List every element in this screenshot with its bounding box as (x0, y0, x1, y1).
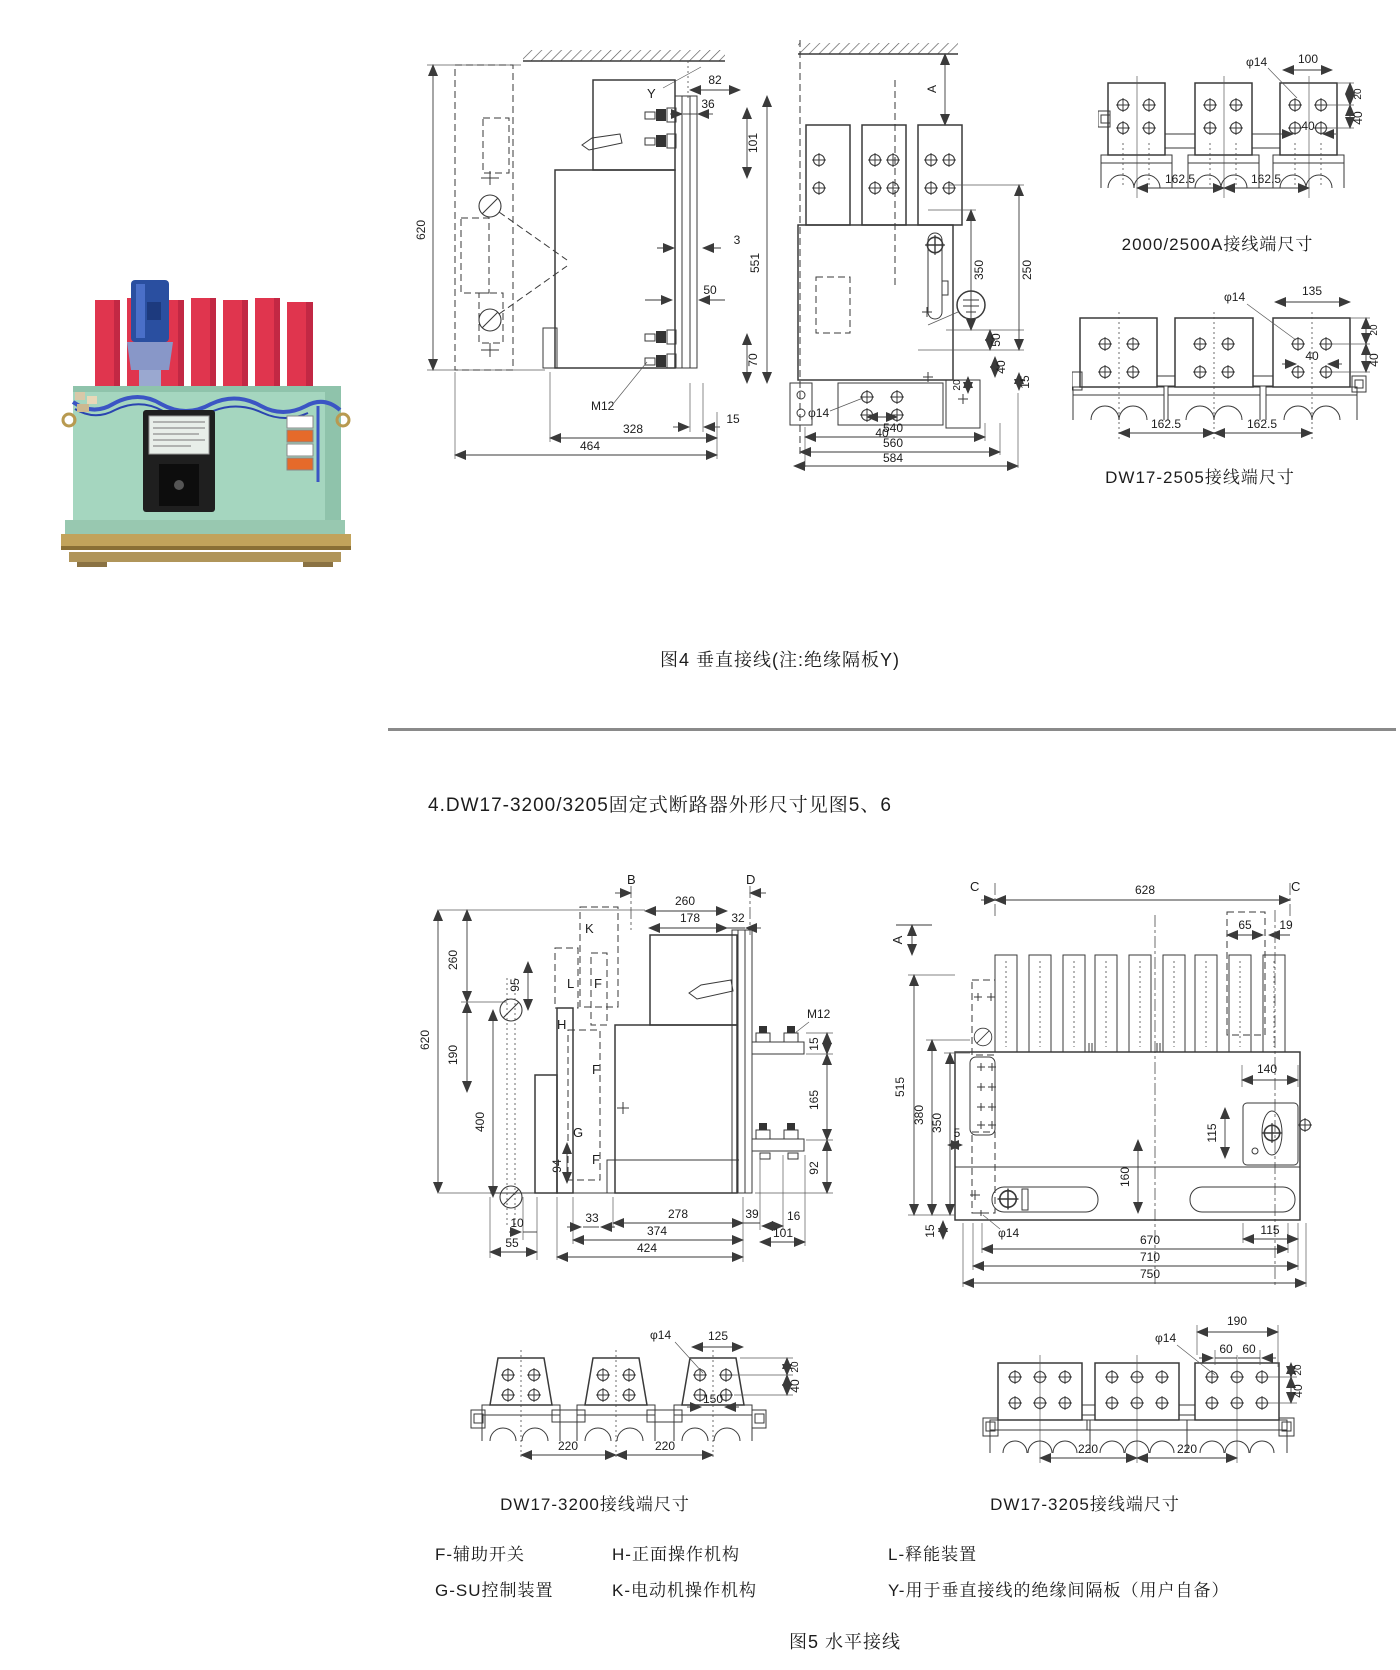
svg-text:G: G (573, 1125, 584, 1140)
fig4-front-view-drawing (778, 25, 1050, 475)
breaker-outline (543, 80, 697, 368)
terminal-3200-caption: DW17-3200接线端尺寸 (500, 1495, 690, 1514)
svg-text:20: 20 (1369, 324, 1380, 336)
fig4-side-view-drawing (395, 38, 780, 468)
svg-text:M12: M12 (807, 1007, 831, 1021)
legend-item-f: F-辅助开关 (435, 1545, 526, 1564)
svg-text:A: A (925, 84, 939, 94)
arc-chute-fins (995, 955, 1285, 1052)
svg-text:350: 350 (972, 259, 986, 281)
svg-text:15: 15 (726, 412, 740, 426)
svg-text:125: 125 (707, 1329, 729, 1343)
left-bracket (972, 980, 995, 1055)
svg-text:628: 628 (1134, 883, 1156, 897)
right-dims (755, 1007, 833, 1193)
svg-text:178: 178 (679, 911, 701, 925)
dim-A (925, 54, 945, 125)
svg-text:B: B (627, 872, 636, 887)
insulation-plate-label: Y (647, 86, 656, 101)
terminal-3205-drawing (905, 1255, 1305, 1470)
svg-text:M12: M12 (591, 399, 615, 413)
svg-text:260: 260 (674, 894, 696, 908)
svg-text:82: 82 (708, 73, 722, 87)
section-heading: 4.DW17-3200/3205固定式断路器外形尺寸见图5、6 (428, 795, 892, 816)
svg-text:15: 15 (923, 1224, 937, 1238)
svg-text:140: 140 (1256, 1062, 1278, 1076)
svg-text:220: 220 (1176, 1442, 1198, 1456)
svg-text:101: 101 (746, 132, 760, 154)
dashed-mechanisms (555, 907, 629, 1180)
top-dims (645, 894, 761, 928)
svg-text:162.5: 162.5 (1164, 172, 1196, 186)
base-slots (978, 1187, 1295, 1216)
svg-text:C: C (970, 879, 980, 894)
mounting-holes (500, 978, 522, 1228)
terminal-3200-drawing (435, 1255, 835, 1470)
svg-text:A: A (890, 935, 905, 945)
svg-text:20: 20 (1293, 1364, 1304, 1376)
legend-item-g: G-SU控制装置 (435, 1581, 554, 1600)
svg-text:165: 165 (807, 1089, 821, 1111)
svg-text:K: K (585, 921, 594, 936)
svg-text:50: 50 (989, 333, 1003, 347)
svg-text:620: 620 (418, 1029, 432, 1051)
left-dims (893, 975, 970, 1239)
svg-text:55: 55 (505, 1236, 519, 1250)
product-photo (55, 268, 355, 568)
svg-text:φ14: φ14 (650, 1328, 672, 1342)
svg-text:D: D (746, 872, 756, 887)
svg-text:710: 710 (1139, 1250, 1161, 1264)
terminal-dims (521, 1328, 802, 1455)
dim-65-19 (1227, 912, 1293, 1035)
terminal-skirts (482, 1405, 752, 1441)
svg-text:162.5: 162.5 (1150, 417, 1182, 431)
svg-text:φ14: φ14 (1246, 55, 1268, 69)
svg-text:115: 115 (1260, 1223, 1280, 1237)
svg-text:33: 33 (585, 1211, 599, 1225)
terminal-skirts (1073, 387, 1357, 420)
terminal-dims (1137, 52, 1365, 188)
dims-bottom (794, 393, 1018, 468)
dim-A (890, 925, 932, 955)
svg-text:φ14: φ14 (1224, 290, 1246, 304)
svg-text:115: 115 (1205, 1123, 1219, 1143)
svg-text:584: 584 (882, 451, 904, 465)
fig4-caption: 图4 垂直接线(注:绝缘隔板Y) (659, 650, 900, 670)
operator-panel (1243, 1103, 1312, 1165)
svg-text:32: 32 (731, 911, 745, 925)
svg-text:10: 10 (510, 1216, 524, 1230)
svg-text:515: 515 (893, 1076, 907, 1098)
svg-text:750: 750 (1139, 1267, 1161, 1281)
svg-text:20: 20 (1353, 88, 1364, 100)
terminal-3205-caption: DW17-3205接线端尺寸 (990, 1495, 1180, 1514)
svg-text:40: 40 (1351, 111, 1365, 125)
inner-dims (983, 1062, 1298, 1240)
legend-item-k: K-电动机操作机构 (612, 1581, 757, 1600)
svg-text:160: 160 (1118, 1166, 1132, 1188)
legend-item-y: Y-用于垂直接线的绝缘间隔板（用户自备） (888, 1581, 1230, 1600)
breaker-outline (490, 930, 752, 1193)
svg-text:3: 3 (733, 233, 741, 247)
section-divider (388, 728, 1396, 731)
svg-text:328: 328 (622, 422, 644, 436)
svg-text:540: 540 (882, 421, 904, 435)
terminal-2505-caption: DW17-2505接线端尺寸 (1105, 468, 1295, 487)
svg-text:220: 220 (654, 1439, 676, 1453)
svg-text:220: 220 (1077, 1442, 1099, 1456)
svg-text:F: F (592, 1152, 600, 1167)
svg-text:670: 670 (1139, 1233, 1161, 1247)
svg-text:560: 560 (882, 436, 904, 450)
svg-text:162.5: 162.5 (1246, 417, 1278, 431)
svg-text:40: 40 (1305, 349, 1319, 363)
left-dims (418, 910, 645, 1197)
svg-text:40: 40 (875, 426, 889, 440)
svg-text:162.5: 162.5 (1250, 172, 1282, 186)
svg-text:40: 40 (994, 360, 1008, 374)
svg-text:40: 40 (1301, 119, 1315, 133)
section-labels (970, 879, 1300, 917)
ceiling-hatch (523, 50, 725, 61)
svg-text:60: 60 (1242, 1342, 1256, 1356)
svg-text:19: 19 (1279, 918, 1293, 932)
svg-text:220: 220 (557, 1439, 579, 1453)
svg-text:464: 464 (579, 439, 601, 453)
terminal-dims (1119, 284, 1381, 433)
legend-item-l: L-释能装置 (888, 1545, 978, 1564)
svg-text:620: 620 (414, 219, 428, 241)
svg-text:60: 60 (1219, 1342, 1233, 1356)
legend-item-h: H-正面操作机构 (612, 1545, 740, 1564)
breaker-front-body (955, 1052, 1300, 1220)
svg-text:F: F (592, 1062, 600, 1077)
fig5-side-view-drawing (395, 830, 860, 1270)
svg-text:φ14: φ14 (998, 1226, 1020, 1240)
ceiling-hatch (798, 43, 958, 54)
bottom-dims (490, 1155, 805, 1262)
svg-text:40: 40 (1291, 1384, 1305, 1398)
svg-text:65: 65 (1238, 918, 1252, 932)
svg-text:φ14: φ14 (1155, 1331, 1177, 1345)
drawout-frame-dashed (455, 65, 567, 370)
terminal-2000-drawing (1098, 48, 1383, 213)
svg-text:F: F (594, 976, 602, 991)
svg-text:40: 40 (788, 1379, 802, 1393)
terminal-2505-drawing (1072, 272, 1387, 447)
svg-text:H: H (557, 1017, 567, 1032)
fig5-caption: 图5 水平接线 (788, 1632, 901, 1652)
terminal-bolts-right (752, 1026, 804, 1159)
svg-text:5: 5 (953, 1126, 961, 1140)
terminal-dims (1040, 1314, 1305, 1458)
svg-text:101: 101 (772, 1226, 794, 1240)
svg-text:380: 380 (912, 1104, 926, 1126)
svg-text:250: 250 (1020, 259, 1034, 281)
svg-text:424: 424 (636, 1241, 658, 1255)
svg-text:100: 100 (1297, 52, 1319, 66)
dims-bottom (455, 362, 740, 459)
dims-right (918, 185, 1034, 393)
svg-text:φ14: φ14 (808, 406, 830, 420)
svg-text:190: 190 (446, 1044, 460, 1066)
svg-text:135: 135 (1301, 284, 1323, 298)
breaker-front-body (798, 225, 985, 382)
terminal-2000-caption: 2000/2500A接线端尺寸 (1121, 235, 1314, 254)
svg-text:L: L (567, 976, 575, 991)
svg-text:94: 94 (550, 1159, 564, 1173)
svg-text:39: 39 (745, 1207, 759, 1221)
svg-text:400: 400 (473, 1111, 487, 1133)
terminal-skirts (990, 1420, 1287, 1453)
svg-text:15: 15 (1018, 375, 1032, 389)
svg-text:40: 40 (1367, 353, 1381, 367)
svg-text:150: 150 (702, 1392, 724, 1406)
svg-text:350: 350 (930, 1112, 944, 1134)
svg-text:15: 15 (807, 1037, 821, 1051)
terminal-skirts (1101, 143, 1344, 188)
svg-text:20: 20 (790, 1361, 801, 1373)
front-control-panel (143, 410, 215, 512)
svg-text:260: 260 (446, 949, 460, 971)
svg-text:C: C (1291, 879, 1301, 894)
svg-text:36: 36 (701, 97, 715, 111)
svg-text:16: 16 (787, 1209, 801, 1223)
svg-text:50: 50 (703, 283, 717, 297)
svg-text:92: 92 (807, 1161, 821, 1175)
svg-text:551: 551 (748, 252, 762, 274)
svg-text:278: 278 (667, 1207, 689, 1221)
terminal-blocks (1072, 312, 1366, 440)
svg-text:20: 20 (952, 379, 963, 391)
svg-text:374: 374 (646, 1224, 668, 1238)
svg-text:70: 70 (746, 353, 760, 367)
svg-text:95: 95 (508, 978, 522, 992)
fig5-front-view-drawing (850, 825, 1315, 1300)
svg-text:190: 190 (1226, 1314, 1248, 1328)
bottom-terminal-bolts (645, 330, 676, 368)
